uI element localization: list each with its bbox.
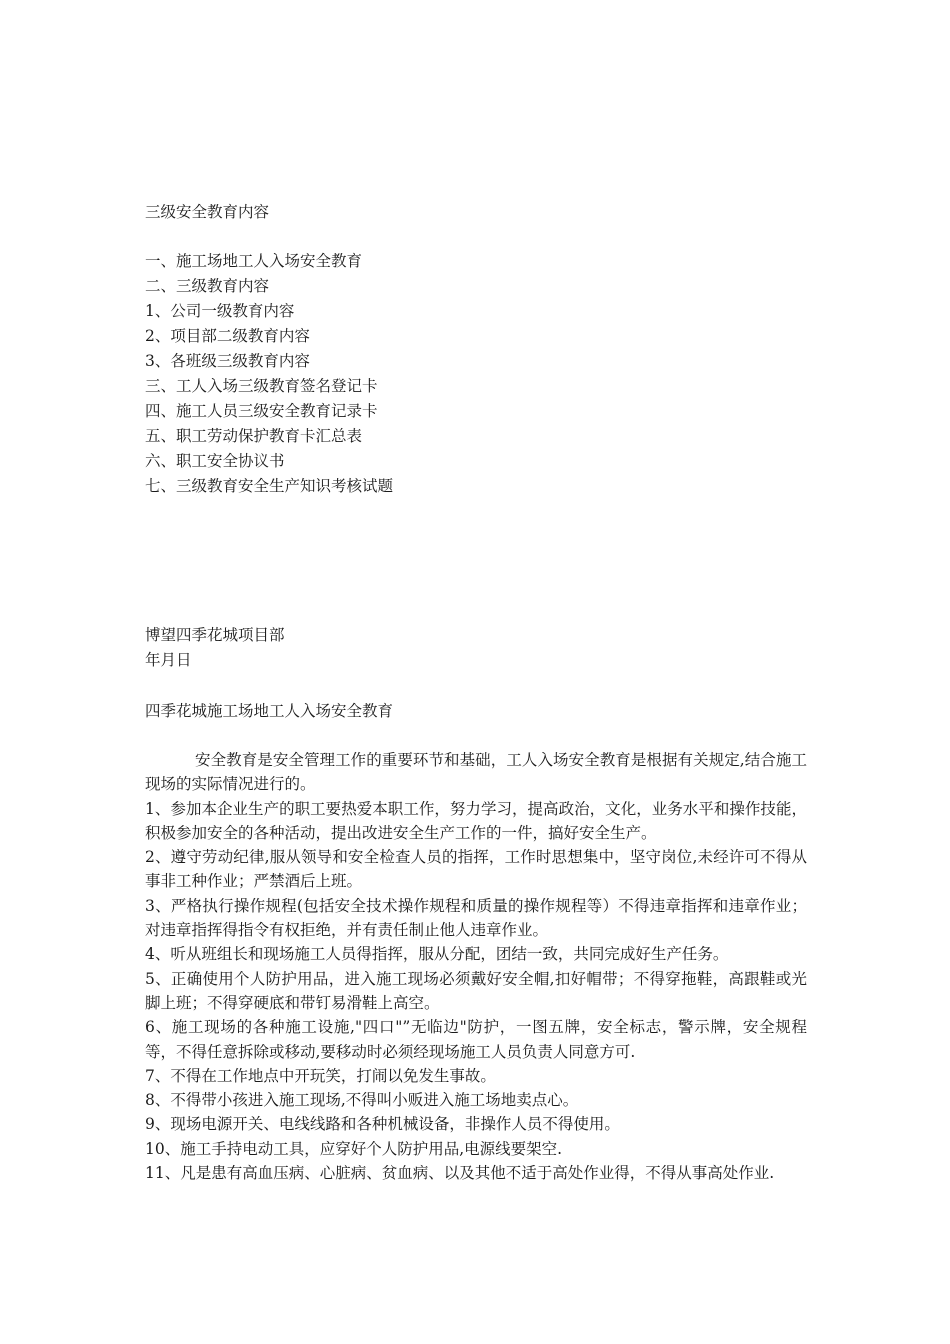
section-title: 四季花城施工场地工人入场安全教育 <box>145 702 394 720</box>
toc-item: 七、三级教育安全生产知识考核试题 <box>145 477 394 495</box>
intro-paragraph: 安全教育是安全管理工作的重要环节和基础，工人入场安全教育是根据有关规定,结合施工现场的实际情况进行的。 <box>145 751 807 794</box>
date-line: 年月日 <box>145 651 192 669</box>
signature-block <box>145 624 285 674</box>
toc-item: 2、项目部二级教育内容 <box>145 327 310 345</box>
section-body <box>145 748 807 1185</box>
toc-item: 六、职工安全协议书 <box>145 452 285 470</box>
rule-paragraph: 7、不得在工作地点中开玩笑，打闹以免发生事故。 <box>145 1066 496 1085</box>
rule-paragraph: 6、施工现场的各种施工设施,"四口"”无临边"防护，一图五牌，安全标志，警示牌，安全规程等，不得任意拆除或移动,要移动时必须经现场施工人员负责人同意方可. <box>145 1018 807 1061</box>
rule-paragraph: 8、不得带小孩进入施工现场,不得叫小贩进入施工场地卖点心。 <box>145 1091 579 1110</box>
rule-paragraph: 1、参加本企业生产的职工要热爱本职工作，努力学习，提高政治，文化，业务水平和操作技能，积极参加安全的各种活动，提出改进安全生产工作的一件，搞好安全生产。 <box>145 799 807 842</box>
rule-paragraph: 10、施工手持电动工具，应穿好个人防护用品,电源线要架空. <box>145 1139 563 1158</box>
table-of-contents <box>145 250 393 500</box>
organization-name: 博望四季花城项目部 <box>145 626 285 644</box>
toc-item: 一、施工场地工人入场安全教育 <box>145 252 363 270</box>
rule-paragraph: 11、凡是患有高血压病、心脏病、贫血病、以及其他不适于高处作业得，不得从事高处作业. <box>145 1164 775 1183</box>
toc-item: 3、各班级三级教育内容 <box>145 352 310 370</box>
rule-paragraph: 4、听从班组长和现场施工人员得指挥，服从分配，团结一致，共同完成好生产任务。 <box>145 945 729 964</box>
rule-paragraph: 3、严格执行操作规程(包括安全技术操作规程和质量的操作规程等）不得违章指挥和违章作业；对违章指挥得指令有权拒绝，并有责任制止他人违章作业。 <box>145 896 807 940</box>
toc-item: 1、公司一级教育内容 <box>145 302 295 320</box>
toc-item: 二、三级教育内容 <box>145 277 270 295</box>
toc-item: 四、施工人员三级安全教育记录卡 <box>145 402 378 420</box>
rule-paragraph: 5、正确使用个人防护用品，进入施工现场必须戴好安全帽,扣好帽带；不得穿拖鞋，高跟鞋或光脚上班；不得穿硬底和带钉易滑鞋上高空。 <box>145 969 807 1012</box>
toc-item: 三、工人入场三级教育签名登记卡 <box>145 377 378 395</box>
rule-paragraph: 2、遵守劳动纪律,服从领导和安全检查人员的指挥，工作时思想集中，坚守岗位,未经许可不得从事非工种作业；严禁酒后上班。 <box>145 848 807 891</box>
rule-paragraph: 9、现场电源开关、电线线路和各种机械设备，非操作人员不得使用。 <box>145 1115 620 1134</box>
document-title: 三级安全教育内容 <box>145 203 270 221</box>
toc-item: 五、职工劳动保护教育卡汇总表 <box>145 427 363 445</box>
